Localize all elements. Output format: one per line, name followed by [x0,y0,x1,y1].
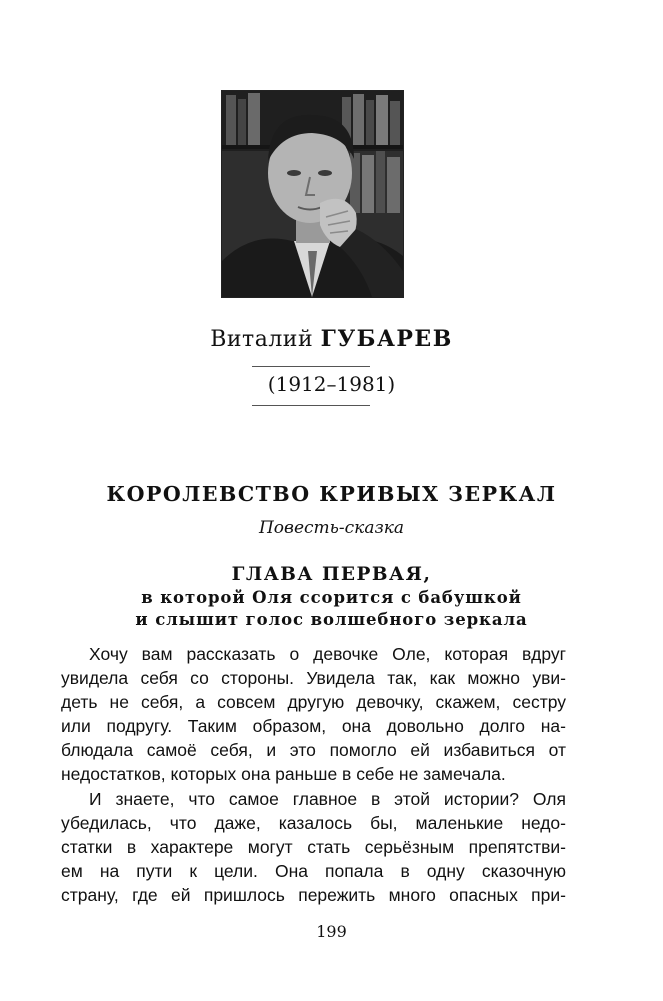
years-bottom-rule [252,405,370,406]
body-line: деть не себя, а совсем другую девочку, скажем, сестру [61,692,566,713]
author-name [0,326,663,352]
chapter-subheading-line-1: в которой Оля ссорится с бабушкой [141,588,522,607]
chapter-heading-block [0,563,663,631]
chapter-heading: ГЛАВА ПЕРВАЯ, [231,564,432,585]
body-line: убедилась, что даже, казалось бы, маленькие недо- [61,812,566,833]
author-years: (1912–1981) [267,372,396,396]
body-line: ем на пути к цели. Она попала в одну сказочную [61,860,566,881]
body-line: страну, где ей пришлось пережить много опасных при- [61,884,566,905]
body-line: И знаете, что самое главное в этой истории? Оля [89,788,566,809]
work-subtitle: Повесть-сказка [258,518,405,538]
author-first-name: Виталий [210,327,314,352]
page-number: 199 [316,922,347,941]
work-title: КОРОЛЕВСТВО КРИВЫХ ЗЕРКАЛ [106,482,557,506]
body-text [61,642,566,907]
chapter-subheading-line-2: и слышит голос волшебного зеркала [135,610,528,629]
body-line: блюдала самоё себя, и это помогло ей избавиться от [61,740,566,761]
author-portrait [221,90,404,298]
author-surname: ГУБАРЕВ [320,326,453,352]
body-line: Хочу вам рассказать о девочке Оле, которая вдруг [89,644,566,664]
years-top-rule [252,366,370,367]
body-line: увидела себя со стороны. Увидела так, как можно уви- [61,668,566,689]
body-line: недостатков, которых она раньше в себе не замечала. [61,764,506,785]
body-line: статки в характере могут стать серьёзным препятстви- [61,836,566,857]
body-line: или подругу. Таким образом, она довольно долго на- [61,716,566,737]
